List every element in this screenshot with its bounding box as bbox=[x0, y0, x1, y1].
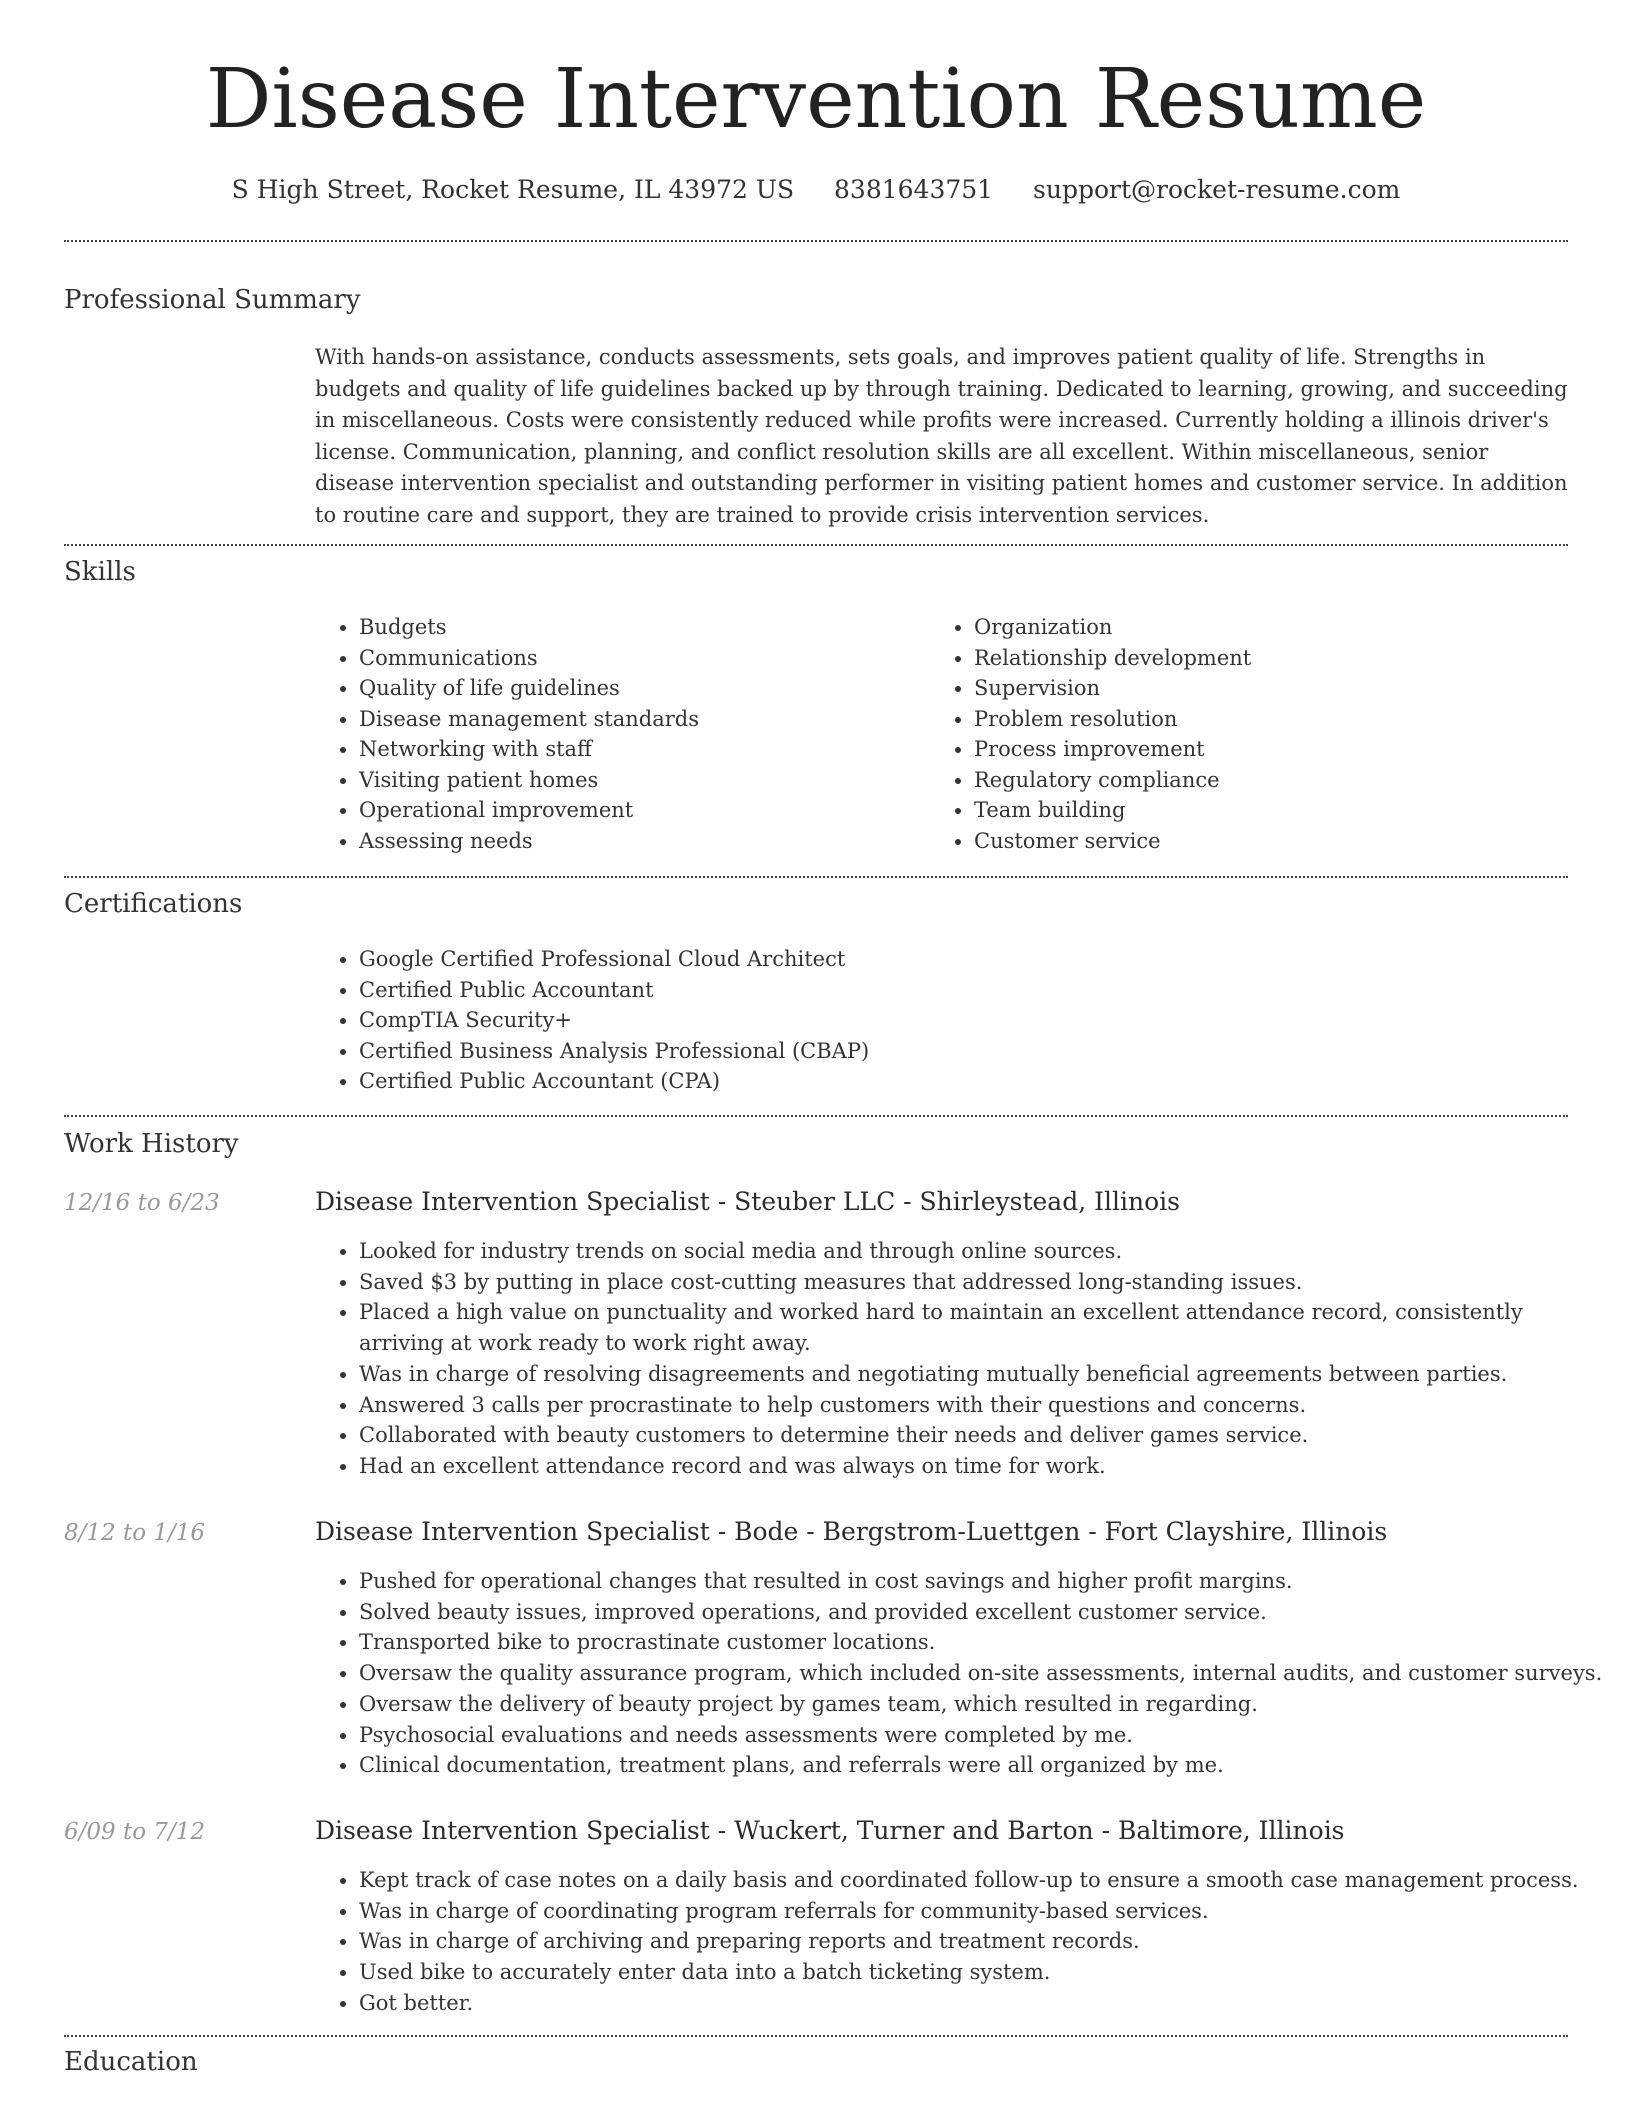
list-item: • Was in charge of resolving disagreements and negotiating mutually beneficial agreements between parties. bbox=[359, 1359, 1612, 1390]
list-item: • Had an excellent attendance record and was always on time for work. bbox=[359, 1451, 1612, 1482]
job-bullets bbox=[315, 1865, 1612, 2019]
list-item: • Relationship development bbox=[974, 643, 1574, 674]
list-item: • Budgets bbox=[359, 612, 929, 643]
certifications-list bbox=[315, 944, 1559, 1097]
list-item: • Collaborated with beauty customers to determine their needs and deliver games service. bbox=[359, 1420, 1612, 1451]
section-divider bbox=[64, 876, 1568, 878]
list-item: • Certified Business Analysis Professional (CBAP) bbox=[359, 1036, 1559, 1067]
list-item: • Pushed for operational changes that resulted in cost savings and higher profit margins. bbox=[359, 1566, 1612, 1597]
section-divider bbox=[64, 240, 1568, 242]
section-divider bbox=[64, 1115, 1568, 1117]
list-item: • Was in charge of archiving and preparing reports and treatment records. bbox=[359, 1926, 1612, 1957]
list-item: • Transported bike to procrastinate customer locations. bbox=[359, 1627, 1612, 1658]
skills-heading: Skills bbox=[64, 557, 136, 587]
list-item: • Visiting patient homes bbox=[359, 765, 929, 796]
list-item: • Placed a high value on punctuality and worked hard to maintain an excellent attendance record, consistently arriving at work ready to work right away. bbox=[359, 1297, 1612, 1358]
list-item: • Communications bbox=[359, 643, 929, 674]
skills-list-left bbox=[315, 612, 929, 856]
list-item: • Process improvement bbox=[974, 734, 1574, 765]
list-item: • Quality of life guidelines bbox=[359, 673, 929, 704]
list-item: • Answered 3 calls per procrastinate to help customers with their questions and concerns. bbox=[359, 1390, 1612, 1421]
list-item: • CompTIA Security+ bbox=[359, 1005, 1559, 1036]
list-item: • Customer service bbox=[974, 826, 1574, 857]
contact-phone: 8381643751 bbox=[834, 175, 994, 204]
certifications-heading: Certifications bbox=[64, 889, 243, 919]
list-item: • Psychosocial evaluations and needs assessments were completed by me. bbox=[359, 1720, 1612, 1751]
list-item: • Regulatory compliance bbox=[974, 765, 1574, 796]
list-item: • Disease management standards bbox=[359, 704, 929, 735]
list-item: • Certified Public Accountant (CPA) bbox=[359, 1066, 1559, 1097]
list-item: • Supervision bbox=[974, 673, 1574, 704]
section-divider bbox=[64, 544, 1568, 546]
work-history-heading: Work History bbox=[64, 1129, 239, 1159]
list-item: • Saved $3 by putting in place cost-cutting measures that addressed long-standing issues. bbox=[359, 1267, 1612, 1298]
job-title: Disease Intervention Specialist - Wuckert, Turner and Barton - Baltimore, Illinois bbox=[315, 1816, 1345, 1845]
contact-address: S High Street, Rocket Resume, IL 43972 US bbox=[231, 175, 795, 204]
list-item: • Was in charge of coordinating program referrals for community-based services. bbox=[359, 1896, 1612, 1927]
list-item: • Got better. bbox=[359, 1988, 1612, 2019]
summary-heading: Professional Summary bbox=[64, 285, 361, 315]
skills-list-right bbox=[930, 612, 1574, 856]
education-heading: Education bbox=[64, 2047, 198, 2077]
job-bullets bbox=[315, 1566, 1612, 1781]
list-item: • Google Certified Professional Cloud Architect bbox=[359, 944, 1559, 975]
section-divider bbox=[64, 2035, 1568, 2037]
job-title: Disease Intervention Specialist - Bode - Bergstrom-Luettgen - Fort Clayshire, Illinois bbox=[315, 1517, 1388, 1546]
list-item: • Used bike to accurately enter data into a batch ticketing system. bbox=[359, 1957, 1612, 1988]
job-dates: 6/09 to 7/12 bbox=[64, 1819, 206, 1845]
list-item: • Certified Public Accountant bbox=[359, 975, 1559, 1006]
list-item: • Operational improvement bbox=[359, 795, 929, 826]
job-dates: 8/12 to 1/16 bbox=[64, 1520, 206, 1546]
list-item: • Oversaw the delivery of beauty project by games team, which resulted in regarding. bbox=[359, 1689, 1612, 1720]
job-title: Disease Intervention Specialist - Steuber LLC - Shirleystead, Illinois bbox=[315, 1187, 1180, 1216]
job-bullets bbox=[315, 1236, 1612, 1482]
list-item: • Clinical documentation, treatment plans, and referrals were all organized by me. bbox=[359, 1750, 1612, 1781]
list-item: • Assessing needs bbox=[359, 826, 929, 857]
list-item: • Problem resolution bbox=[974, 704, 1574, 735]
resume-title: Disease Intervention Resume bbox=[205, 52, 1427, 147]
list-item: • Solved beauty issues, improved operations, and provided excellent customer service. bbox=[359, 1597, 1612, 1628]
list-item: • Oversaw the quality assurance program, which included on-site assessments, internal audits, and customer surveys. bbox=[359, 1658, 1612, 1689]
contact-email: support@rocket-resume.com bbox=[1033, 175, 1401, 204]
list-item: • Looked for industry trends on social media and through online sources. bbox=[359, 1236, 1612, 1267]
list-item: • Team building bbox=[974, 795, 1574, 826]
job-dates: 12/16 to 6/23 bbox=[64, 1190, 220, 1216]
summary-text: With hands-on assistance, conducts assessments, sets goals, and improves patient quality of life. Strengths in budgets and quality of life guidelines backed up by through training. Dedicated to learning, growing, and succeeding in miscellaneous. Costs were consistently reduced while profits were increased. Currently holding a illinois driver's license. Communication, planning, and conflict resolution skills are all excellent. Within miscellaneous, senior disease intervention specialist and outstanding performer in visiting patient homes and customer service. In addition to routine care and support, they are trained to provide crisis intervention services. bbox=[315, 345, 1568, 527]
contact-line bbox=[0, 170, 1632, 210]
list-item: • Organization bbox=[974, 612, 1574, 643]
list-item: • Kept track of case notes on a daily basis and coordinated follow-up to ensure a smooth case management process. bbox=[359, 1865, 1612, 1896]
list-item: • Networking with staff bbox=[359, 734, 929, 765]
